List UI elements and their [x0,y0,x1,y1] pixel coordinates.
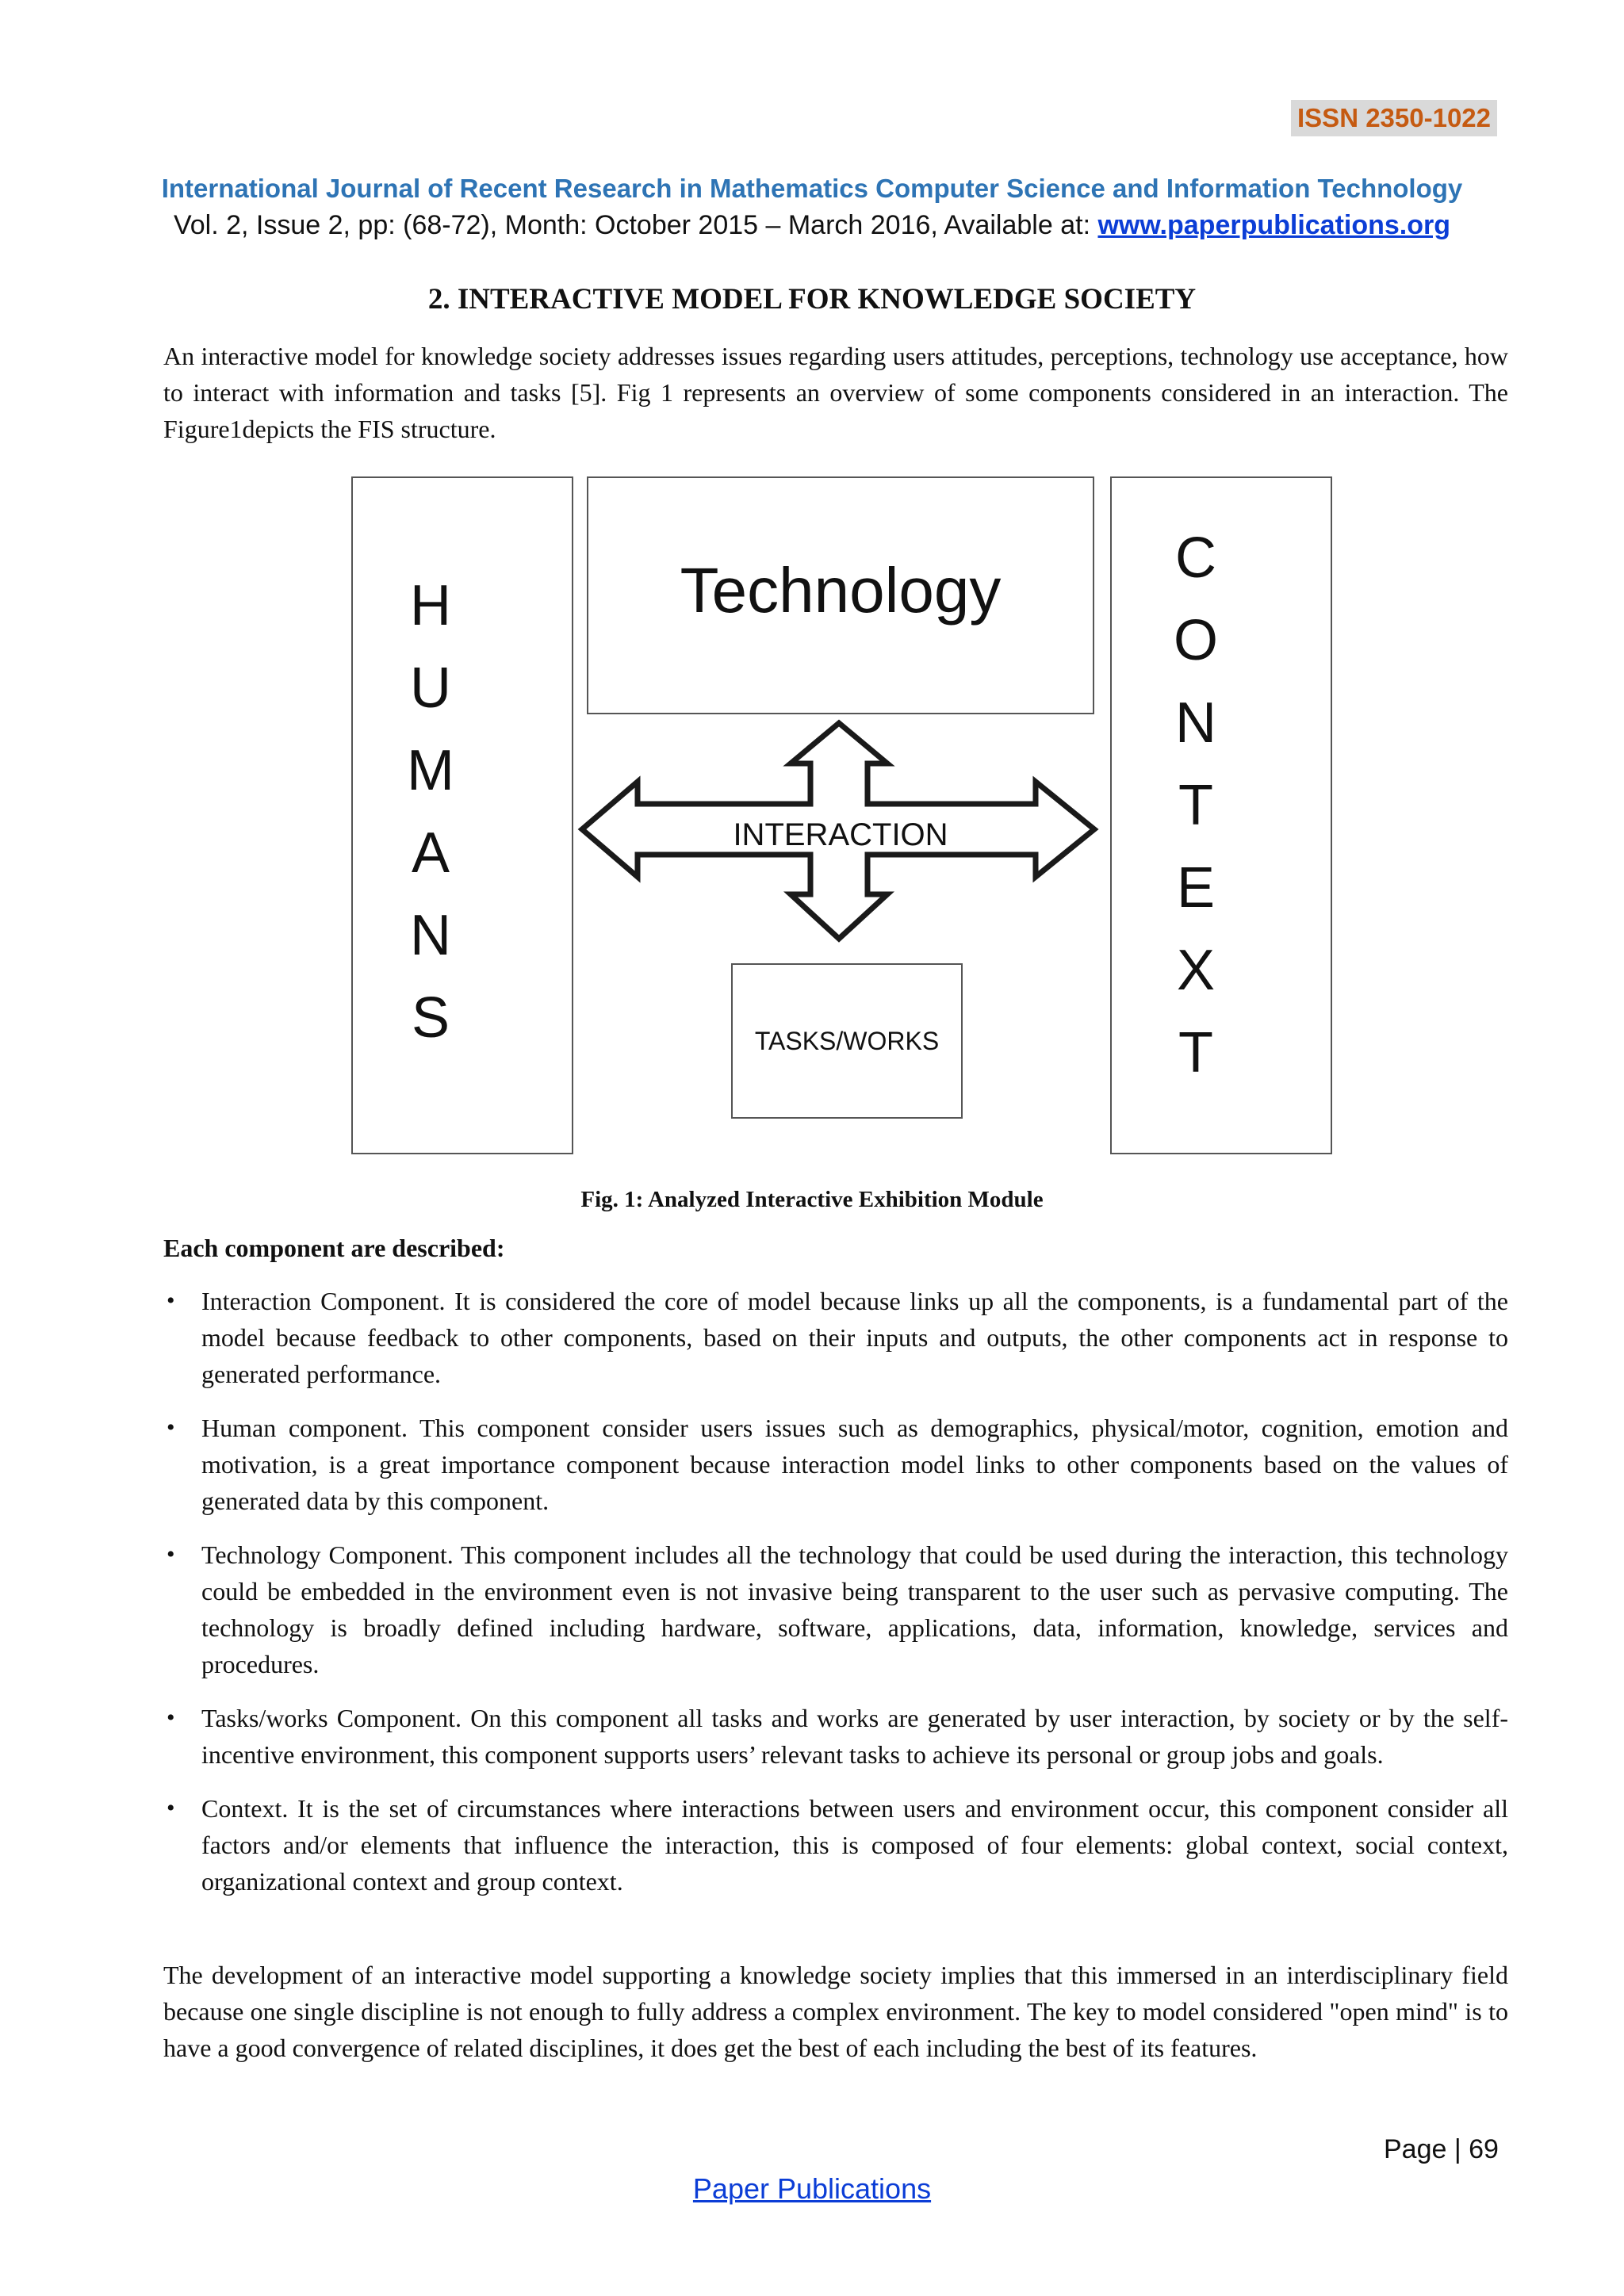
list-item-text: Interaction Component. It is considered the core of model because links up all the components, is a fundamental part of the model because feedback to other components, based on their inputs and outputs, the other components act in response to generated performance. [201,1287,1508,1388]
volume-text: Vol. 2, Issue 2, pp: (68-72), Month: October 2015 – March 2016, Available at: [173,210,1098,240]
humans-letter: A [411,821,450,885]
list-item [163,1790,1508,1900]
list-item [163,1700,1508,1773]
list-item-text: Human component. This component consider users issues such as demographics, physical/motor, cognition, emotion and motivation, is a great importance component because interaction model links to other components based on the values of generated data by this component. [201,1414,1508,1515]
humans-letter: U [410,656,451,720]
bullet-icon: • [167,1795,175,1821]
list-item-text: Technology Component. This component includes all the technology that could be used during the interaction, this technology could be embedded in the environment even is not invasive being transparent to the user such as pervasive computing. The technology is broadly defined including hardware, software, applications, data, information, knowledge, services and procedures. [201,1540,1508,1678]
bullet-icon: • [167,1288,175,1314]
figure-1 [159,466,1348,1164]
issn-badge: ISSN 2350-1022 [1291,100,1497,136]
humans-letter: S [411,986,450,1050]
humans-letter: H [410,574,451,637]
context-letter: O [1173,609,1218,672]
context-letter: E [1176,856,1216,920]
tasks-box [731,963,963,1119]
components-list [163,1283,1508,1917]
components-heading: Each component are described: [163,1234,505,1262]
list-item [163,1410,1508,1519]
list-item-text: Tasks/works Component. On this component all tasks and works are generated by user interaction, by society or by the self-incentive environment, this component supports users’ relevant tasks to achieve its personal or group jobs and goals. [201,1704,1508,1769]
intro-paragraph: An interactive model for knowledge society addresses issues regarding users attitudes, perceptions, technology use acceptance, how to interact with information and tasks [5]. Fig 1 represents an overview of some components considered in an interaction. The Figure1depicts the FIS structure. [163,342,1508,443]
closing-paragraph: The development of an interactive model supporting a knowledge society implies that this immersed in an interdisciplinary field because one single discipline is not enough to fully address a complex environment. The key to model considered "open mind" is to have a good convergence of related disciplines, it does get the best of each including the best of its features. [163,1961,1508,2062]
section-title: 2. INTERACTIVE MODEL FOR KNOWLEDGE SOCIETY [427,283,1197,316]
figure-caption: Fig. 1: Analyzed Interactive Exhibition Module [580,1187,1044,1212]
list-item [163,1536,1508,1682]
context-letter: T [1178,774,1213,837]
website-link[interactable]: www.paperpublications.org [1097,210,1451,240]
bullet-icon: • [167,1705,175,1731]
list-item [163,1283,1508,1392]
bullet-icon: • [167,1541,175,1567]
context-box [1110,476,1332,1154]
volume-line [0,210,1624,241]
list-item-text: Context. It is the set of circumstances where interactions between users and environment occur, this component consider all factors and/or elements that influence the interaction, this is composed of four elements: global context, social context, organizational context and group context. [201,1794,1508,1896]
context-letter: C [1175,526,1216,590]
publisher-footer [0,2172,1624,2206]
context-letter: X [1176,939,1216,1002]
context-letters [1086,526,1305,1085]
interaction-label: INTERACTION [733,817,948,852]
page-number: Page | 69 [1384,2134,1499,2164]
tasks-label: TASKS/WORKS [754,1027,940,1055]
bullet-icon: • [167,1414,175,1441]
context-letter: N [1175,691,1216,755]
context-letter: T [1178,1021,1213,1085]
journal-title: International Journal of Recent Research in Mathematics Computer Science and Information Technology [161,174,1463,203]
technology-label: Technology [680,555,1002,626]
humans-letter: M [407,739,454,802]
humans-letter: N [410,904,451,967]
publisher-link[interactable]: Paper Publications [692,2172,932,2205]
